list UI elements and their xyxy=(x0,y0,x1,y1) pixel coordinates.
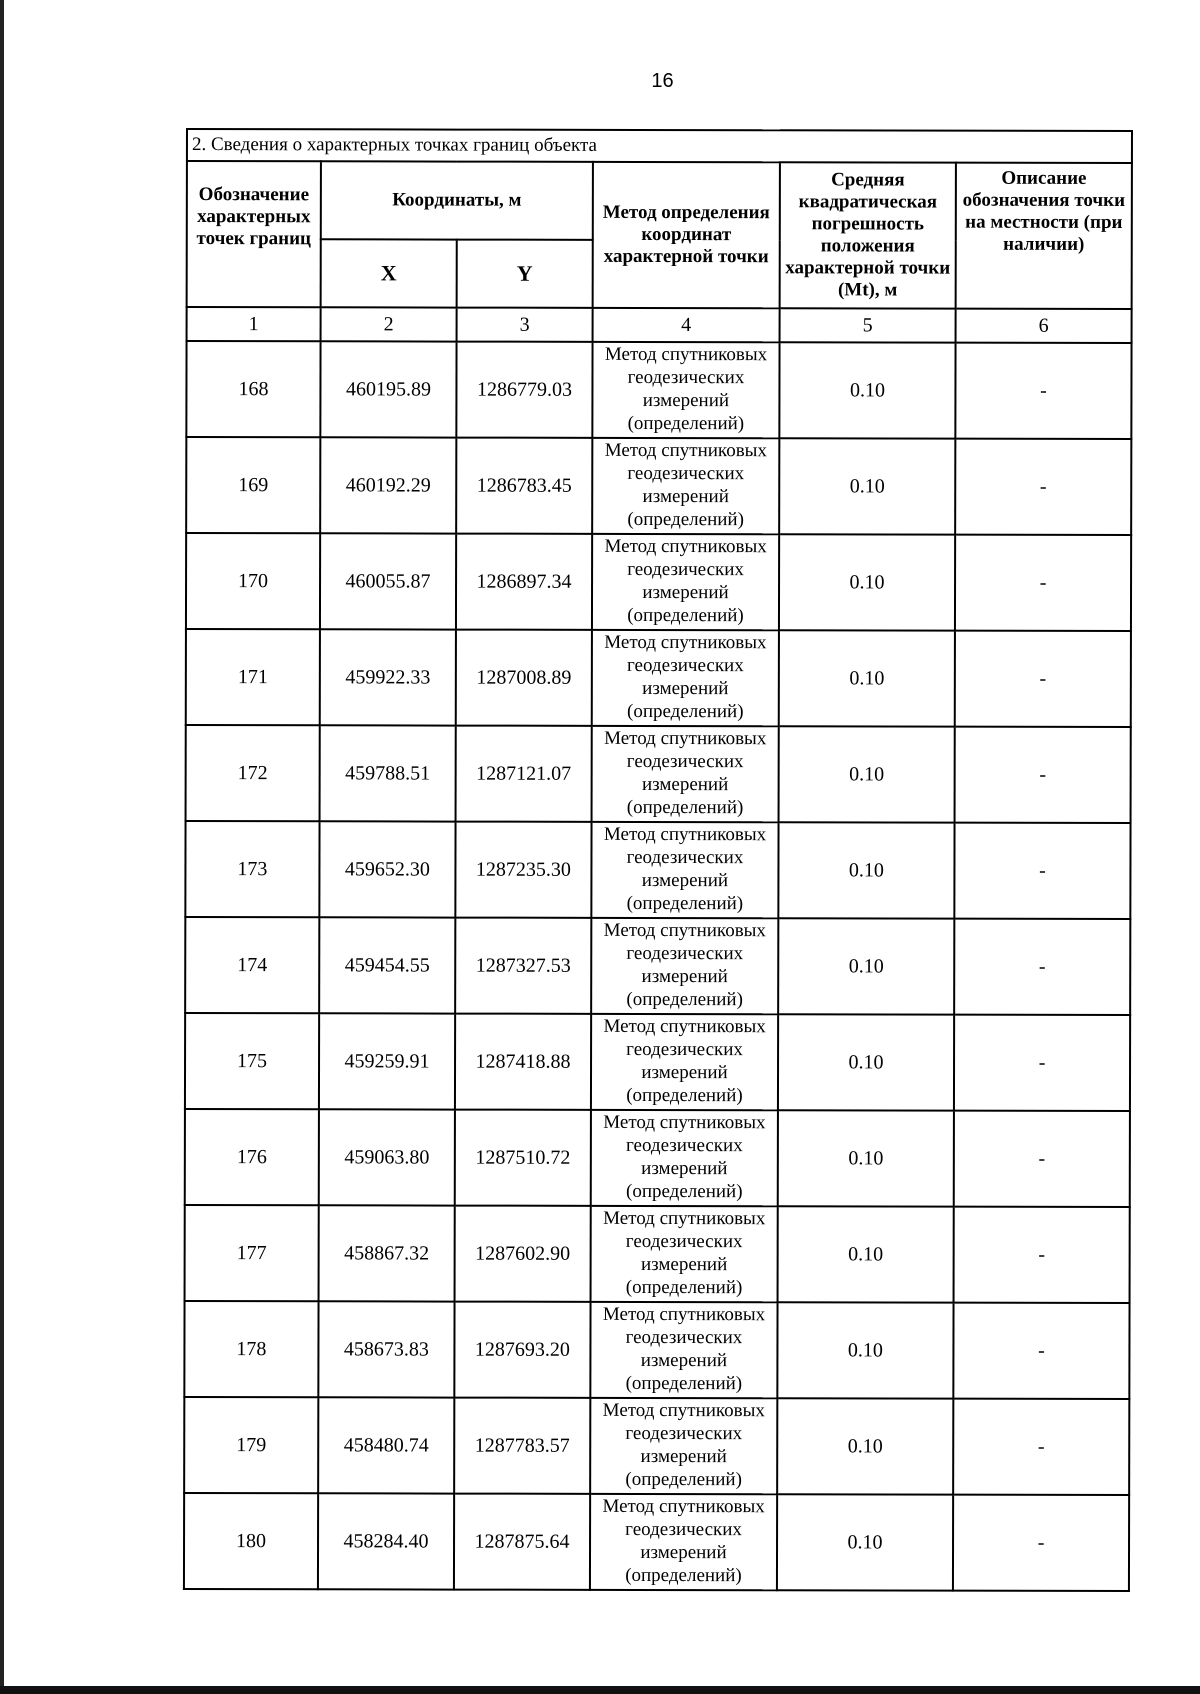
column-number: 4 xyxy=(593,308,780,342)
column-number: 3 xyxy=(457,308,593,342)
column-number-row xyxy=(187,307,1132,343)
error-mt: 0.10 xyxy=(779,534,955,630)
point-id: 169 xyxy=(186,437,320,533)
coord-y: 1287327.53 xyxy=(455,918,591,1014)
error-mt: 0.10 xyxy=(778,1110,954,1206)
method: Метод спутниковых геодезических измерений (определений) xyxy=(592,726,779,822)
coord-x: 460055.87 xyxy=(320,533,456,629)
table-row xyxy=(186,629,1131,727)
coord-x: 459063.80 xyxy=(319,1109,455,1205)
point-id: 173 xyxy=(185,821,319,917)
error-mt: 0.10 xyxy=(777,1494,953,1590)
coord-y: 1286897.34 xyxy=(456,534,592,630)
point-description: - xyxy=(955,631,1131,727)
point-description: - xyxy=(954,1015,1130,1111)
error-mt: 0.10 xyxy=(779,342,955,438)
point-id: 178 xyxy=(184,1301,318,1397)
method: Метод спутниковых геодезических измерений (определений) xyxy=(590,1398,777,1494)
method: Метод спутниковых геодезических измерений (определений) xyxy=(590,1494,777,1590)
point-id: 175 xyxy=(185,1013,319,1109)
method: Метод спутниковых геодезических измерений (определений) xyxy=(592,534,779,630)
error-mt: 0.10 xyxy=(778,1206,954,1302)
point-id: 168 xyxy=(186,341,320,437)
coord-y: 1286783.45 xyxy=(456,438,592,534)
page-number: 16 xyxy=(651,70,674,92)
table-row xyxy=(185,821,1130,919)
coord-y: 1287602.90 xyxy=(455,1206,591,1302)
error-mt: 0.10 xyxy=(779,438,955,534)
method: Метод спутниковых геодезических измерений (определений) xyxy=(592,438,779,534)
coord-x: 458480.74 xyxy=(318,1397,454,1493)
point-id: 172 xyxy=(186,725,320,821)
coord-y: 1287121.07 xyxy=(456,726,592,822)
error-mt: 0.10 xyxy=(779,630,955,726)
point-id: 171 xyxy=(186,629,320,725)
coord-x: 459652.30 xyxy=(319,821,455,917)
coord-y: 1287418.88 xyxy=(455,1014,591,1110)
coord-x: 459788.51 xyxy=(320,725,456,821)
point-id: 176 xyxy=(185,1109,319,1205)
point-id: 177 xyxy=(185,1205,319,1301)
point-description: - xyxy=(955,727,1131,823)
method: Метод спутниковых геодезических измерений (определений) xyxy=(592,630,779,726)
point-description: - xyxy=(954,823,1130,919)
point-description: - xyxy=(955,343,1131,439)
point-id: 180 xyxy=(184,1493,318,1589)
table-row xyxy=(186,533,1131,631)
header-y: Y xyxy=(457,240,593,308)
column-number: 2 xyxy=(321,307,457,341)
point-description: - xyxy=(953,1495,1129,1591)
error-mt: 0.10 xyxy=(778,822,954,918)
method: Метод спутниковых геодезических измерений (определений) xyxy=(591,1110,778,1206)
table-row xyxy=(185,917,1130,1015)
error-mt: 0.10 xyxy=(779,726,955,822)
method: Метод спутниковых геодезических измерений (определений) xyxy=(591,822,778,918)
error-mt: 0.10 xyxy=(778,1014,954,1110)
header-x: X xyxy=(321,239,457,307)
coord-y: 1287235.30 xyxy=(455,822,591,918)
error-mt: 0.10 xyxy=(777,1302,953,1398)
coord-x: 459454.55 xyxy=(319,917,455,1013)
point-id: 179 xyxy=(184,1397,318,1493)
point-description: - xyxy=(955,535,1131,631)
table-row xyxy=(185,1205,1130,1303)
table-row xyxy=(185,1013,1130,1111)
coord-y: 1287008.89 xyxy=(456,630,592,726)
method: Метод спутниковых геодезических измерений (определений) xyxy=(590,1302,777,1398)
table-row xyxy=(186,725,1131,823)
table-row xyxy=(186,437,1131,535)
table-row xyxy=(185,1109,1130,1207)
point-id: 174 xyxy=(185,917,319,1013)
error-mt: 0.10 xyxy=(777,1398,953,1494)
method: Метод спутниковых геодезических измерений (определений) xyxy=(592,342,779,438)
coord-x: 458867.32 xyxy=(319,1205,455,1301)
coord-y: 1287875.64 xyxy=(454,1494,590,1590)
error-mt: 0.10 xyxy=(778,918,954,1014)
scan-edge-left xyxy=(0,0,4,1694)
header-coordinates: Координаты, м xyxy=(321,161,593,240)
coord-y: 1287783.57 xyxy=(454,1398,590,1494)
table-row xyxy=(184,1397,1129,1495)
method: Метод спутниковых геодезических измерений (определений) xyxy=(591,918,778,1014)
coord-x: 460192.29 xyxy=(320,437,456,533)
boundary-points-table xyxy=(183,128,1133,1592)
column-number: 6 xyxy=(956,309,1132,343)
point-description: - xyxy=(953,1303,1129,1399)
point-description: - xyxy=(955,439,1131,535)
coord-y: 1286779.03 xyxy=(456,342,592,438)
method: Метод спутниковых геодезических измерений (определений) xyxy=(591,1206,778,1302)
method: Метод спутниковых геодезических измерений (определений) xyxy=(591,1014,778,1110)
caption-row xyxy=(187,129,1132,163)
column-number: 5 xyxy=(780,308,956,342)
header-designation: Обозначение характерных точек границ xyxy=(187,161,321,307)
header-description: Описание обозначения точки на местности (при наличии) xyxy=(956,163,1132,309)
coord-x: 459259.91 xyxy=(319,1013,455,1109)
table-row xyxy=(184,1301,1129,1399)
coord-y: 1287510.72 xyxy=(455,1110,591,1206)
coord-x: 458284.40 xyxy=(318,1493,454,1589)
table-caption: 2. Сведения о характерных точках границ объекта xyxy=(187,129,1132,163)
point-description: - xyxy=(954,919,1130,1015)
coord-x: 458673.83 xyxy=(318,1301,454,1397)
table-row xyxy=(184,1493,1129,1591)
point-description: - xyxy=(954,1207,1130,1303)
coord-x: 460195.89 xyxy=(320,341,456,437)
point-description: - xyxy=(954,1111,1130,1207)
scan-edge-bottom xyxy=(0,1686,1200,1694)
header-row-1 xyxy=(187,161,1132,241)
coord-y: 1287693.20 xyxy=(454,1302,590,1398)
header-method: Метод определения координат характерной точки xyxy=(593,162,780,308)
coord-x: 459922.33 xyxy=(320,629,456,725)
column-number: 1 xyxy=(187,307,321,341)
point-id: 170 xyxy=(186,533,320,629)
table-row xyxy=(186,341,1131,439)
point-description: - xyxy=(953,1399,1129,1495)
header-error: Средняя квадратическая погрешность положения характерной точки (Mt), м xyxy=(780,162,956,308)
